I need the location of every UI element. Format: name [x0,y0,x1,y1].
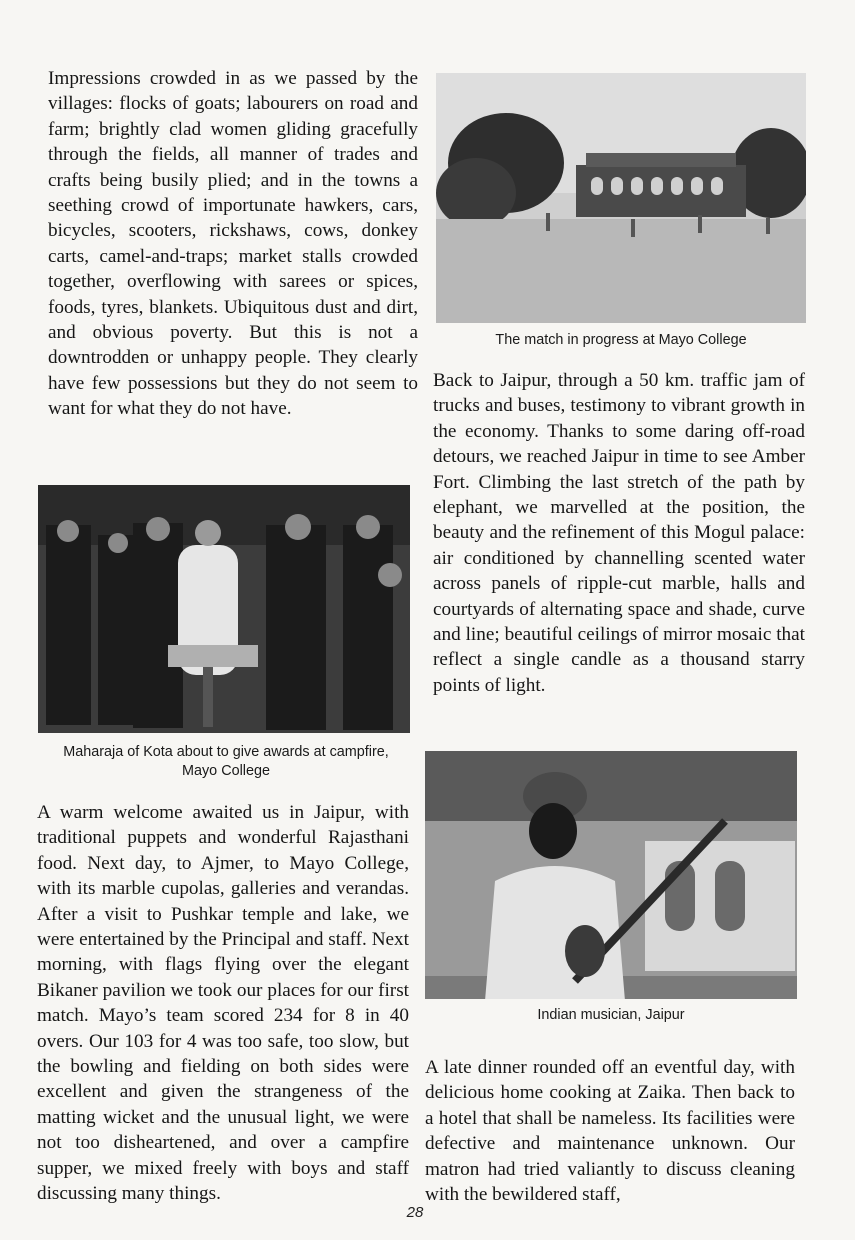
caption-musician: Indian musician, Jaipur [537,1007,685,1023]
paragraph-impressions: Impressions crowded in as we passed by the villages: flocks of goats; labourers on road and farm; brightly clad women gliding gracefully through the fields, all manner of trades and crafts being busily plied; and in the towns a seething crowd of importunate hawkers, cars, bicycles, scooters, rickshaws, cows, donkey carts, camel-and-traps; market stalls crowded together, overflowing with sarees or spices, foods, tyres, blankets. Ubiquitous dust and dirt, and obvious poverty. But this is not a downtrodden or unhappy people. They clearly have few possessions but they do not seem to want for what they do not have. [48,68,418,420]
photo-indian-musician [425,751,797,999]
photo-campfire-awards [38,485,410,733]
page-number: 28 [406,1204,424,1221]
paragraph-back-to-jaipur: Back to Jaipur, through a 50 km. traffic jam of trucks and buses, testimony to vibrant growth in the economy. Thanks to some daring off-road detours, we reached Jaipur in time to see Amber Fort. Climbing the last stretch of the path by elephant, we marvelled at the position, the beauty and the refinement of this Mogul palace: air conditioned by channelling scented water across panels of ripple-cut marble, halls and courtyards of alternating space and shade, curve and line; beautiful ceilings of mirror mosaic that reflect a single candle as a thousand starry points of light. [433,370,805,696]
caption-match: The match in progress at Mayo College [495,332,747,348]
caption-maharaja: Maharaja of Kota about to give awards at campfire, Mayo College [63,744,389,779]
paragraph-jaipur-welcome: A warm welcome awaited us in Jaipur, with traditional puppets and wonderful Rajasthani food. Next day, to Ajmer, to Mayo College, with its marble cupolas, galleries and verandas. After a visit to Pushkar temple and lake, we were entertained by the Principal and staff. Next morning, with flags flying over the elegant Bikaner pavilion we took our places for our first match. Mayo’s team scored 234 for 8 in 40 overs. Our 103 for 4 was too safe, too slow, but the bowling and fielding on both sides were excellent and given the strangeness of the matting wicket and the unusual light, we were not too disheartened, and over a campfire supper, we mixed freely with boys and staff discussing many things. [37,802,409,1205]
photo-cricket-match [436,73,806,323]
paragraph-late-dinner: A late dinner rounded off an eventful day, with delicious home cooking at Zaika. Then back to a hotel that shall be nameless. Its facilities were defective and maintenance unknown. Our matron had tried valiantly to discuss cleaning with the bewildered staff, [425,1057,795,1206]
